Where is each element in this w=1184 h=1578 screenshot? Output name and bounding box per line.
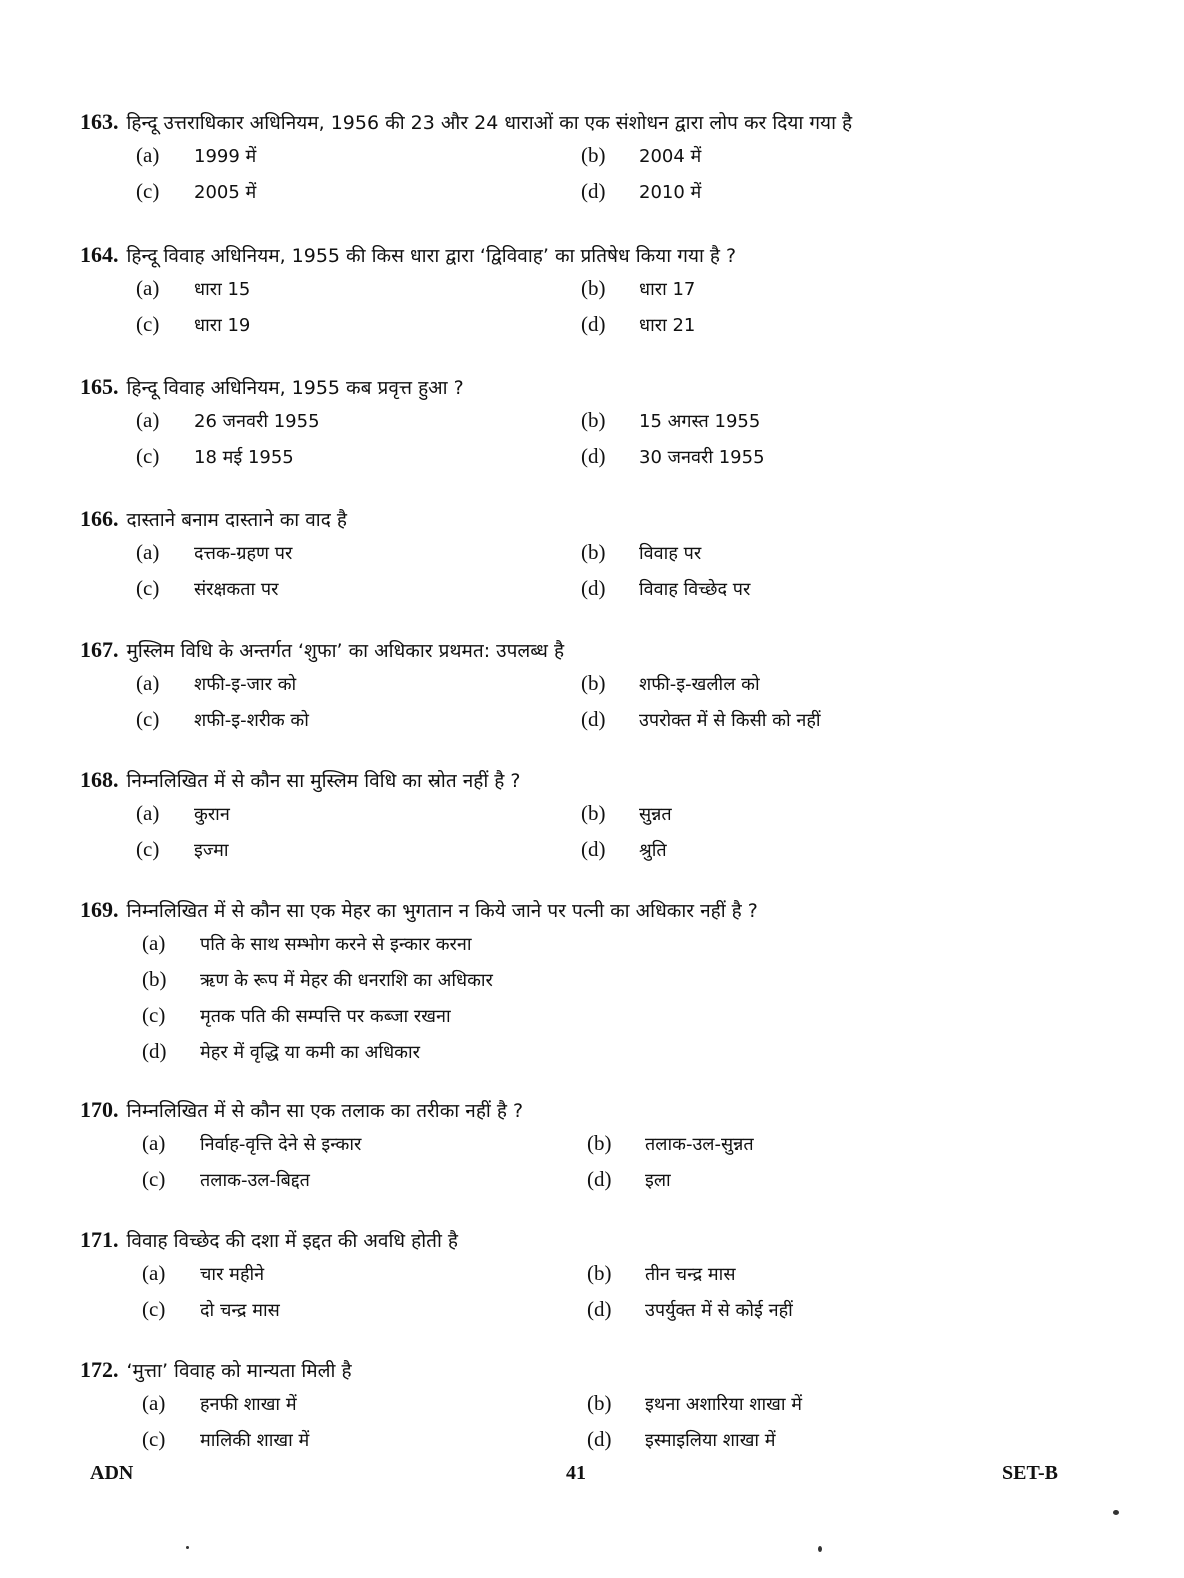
option-label: (c) [136,444,160,468]
question-164 [80,241,1080,340]
option-label: (d) [581,707,606,731]
option-label: (c) [142,1297,166,1321]
option-a [136,669,581,699]
option-c [136,177,581,207]
option-text: निर्वाह-वृत्ति देने से इन्कार [200,1134,362,1155]
option-text: मालिकी शाखा में [200,1430,310,1451]
option-text: दो चन्द्र मास [200,1300,280,1321]
option-label: (b) [581,540,606,564]
option-d [587,1165,987,1195]
option-b [581,274,981,304]
option-text: तलाक-उल-बिद्दत [200,1170,310,1191]
option-b [142,965,1080,995]
option-b [581,669,981,699]
question-number: 165. [80,374,119,399]
question-166 [80,505,1080,604]
question-165 [80,373,1080,472]
option-label: (b) [581,143,606,167]
option-a [136,406,581,436]
option-label: (c) [136,707,160,731]
option-label: (c) [142,1167,166,1191]
option-b [587,1129,987,1159]
option-d [581,310,981,340]
option-a [136,274,581,304]
option-label: (b) [587,1131,612,1155]
option-label: (c) [136,312,160,336]
option-label: (a) [136,671,160,695]
option-c [136,705,581,735]
option-label: (a) [136,143,160,167]
option-text: धारा 21 [639,315,696,336]
option-label: (b) [587,1261,612,1285]
option-text: मृतक पति की सम्पत्ति पर कब्जा रखना [200,1006,451,1027]
option-label: (a) [136,801,160,825]
question-number: 169. [80,897,119,922]
question-text: निम्नलिखित में से कौन सा मुस्लिम विधि का स्रोत नहीं है ? [126,770,521,792]
option-text: तीन चन्द्र मास [645,1264,736,1285]
option-label: (c) [136,179,160,203]
option-text: इज्मा [194,840,229,861]
option-text: चार महीने [200,1264,265,1285]
option-b [581,406,981,436]
question-number: 164. [80,242,119,267]
option-b [587,1259,987,1289]
option-d [581,574,981,604]
option-label: (b) [581,671,606,695]
option-text: संरक्षकता पर [194,579,279,600]
question-171 [80,1226,1080,1325]
option-label: (a) [136,540,160,564]
option-text: हनफी शाखा में [200,1394,297,1415]
question-number: 171. [80,1227,119,1252]
question-text: हिन्दू उत्तराधिकार अधिनियम, 1956 की 23 और 24 धाराओं का एक संशोधन द्वारा लोप कर दिया गया है [126,112,853,134]
option-label: (d) [581,312,606,336]
option-text: विवाह पर [639,543,702,564]
question-170 [80,1096,1080,1195]
option-a [142,929,1080,959]
question-number: 167. [80,637,119,662]
question-163 [80,108,1080,207]
option-text: इला [645,1170,671,1191]
option-b [587,1389,987,1419]
option-text: 2005 में [194,182,257,203]
option-text: धारा 15 [194,279,251,300]
option-text: शफी-इ-खलील को [639,674,760,695]
option-label: (d) [581,576,606,600]
option-b [581,538,981,568]
scan-speck [1113,1510,1119,1515]
question-text: ‘मुत्ता’ विवाह को मान्यता मिली है [126,1360,352,1382]
question-text: मुस्लिम विधि के अन्तर्गत ‘शुफा’ का अधिकार प्रथमत: उपलब्ध है [126,640,565,662]
option-label: (a) [142,931,166,955]
option-label: (b) [581,801,606,825]
option-b [581,799,981,829]
option-a [136,799,581,829]
question-number: 172. [80,1357,119,1382]
question-168 [80,766,1080,865]
option-text: शफी-इ-शरीक को [194,710,309,731]
option-text: 26 जनवरी 1955 [194,411,320,432]
question-number: 168. [80,767,119,792]
option-text: पति के साथ सम्भोग करने से इन्कार करना [200,934,472,955]
option-d [142,1037,1080,1067]
option-d [587,1425,987,1455]
option-c [142,1001,1080,1031]
scan-speck [186,1546,189,1549]
option-label: (a) [136,408,160,432]
option-text: मेहर में वृद्धि या कमी का अधिकार [200,1042,420,1063]
option-text: उपर्युक्त में से कोई नहीं [645,1300,793,1321]
option-d [587,1295,987,1325]
option-label: (a) [142,1131,166,1155]
option-a [142,1129,587,1159]
option-label: (b) [581,276,606,300]
option-d [581,177,981,207]
question-number: 170. [80,1097,119,1122]
option-text: 2004 में [639,146,702,167]
option-text: 1999 में [194,146,257,167]
page-number: 41 [566,1462,586,1484]
option-label: (a) [142,1261,166,1285]
question-text: विवाह विच्छेद की दशा में इद्दत की अवधि होती है [126,1230,459,1252]
option-text: सुन्नत [639,804,672,825]
option-d [581,835,981,865]
question-167 [80,636,1080,735]
option-text: इथना अशारिया शाखा में [645,1394,802,1415]
option-text: ऋण के रूप में मेहर की धनराशि का अधिकार [200,970,493,991]
question-text: निम्नलिखित में से कौन सा एक मेहर का भुगतान न किये जाने पर पत्नी का अधिकार नहीं है ? [126,900,758,922]
option-label: (d) [581,444,606,468]
option-text: इस्माइलिया शाखा में [645,1430,776,1451]
option-text: 15 अगस्त 1955 [639,411,761,432]
question-text: निम्नलिखित में से कौन सा एक तलाक का तरीका नहीं है ? [126,1100,524,1122]
option-text: 18 मई 1955 [194,447,294,468]
option-c [142,1165,587,1195]
option-label: (c) [136,837,160,861]
option-a [142,1389,587,1419]
footer-code: ADN [90,1462,134,1484]
option-a [142,1259,587,1289]
question-169 [80,896,1080,1067]
option-text: धारा 19 [194,315,251,336]
option-b [581,141,981,171]
option-text: कुरान [194,804,230,825]
option-text: श्रुति [639,840,667,861]
option-label: (d) [142,1039,167,1063]
option-label: (d) [587,1167,612,1191]
question-text: दास्ताने बनाम दास्ताने का वाद है [126,509,347,531]
question-text: हिन्दू विवाह अधिनियम, 1955 कब प्रवृत्त हुआ ? [126,377,464,399]
option-label: (b) [587,1391,612,1415]
question-number: 166. [80,506,119,531]
option-a [136,538,581,568]
option-label: (d) [587,1427,612,1451]
option-d [581,442,981,472]
option-label: (c) [142,1003,166,1027]
option-text: दत्तक-ग्रहण पर [194,543,293,564]
option-label: (d) [587,1297,612,1321]
option-d [581,705,981,735]
option-text: विवाह विच्छेद पर [639,579,751,600]
option-c [136,310,581,340]
scan-speck [818,1546,822,1552]
option-a [136,141,581,171]
option-c [136,574,581,604]
option-c [142,1425,587,1455]
question-number: 163. [80,109,119,134]
option-label: (a) [136,276,160,300]
option-label: (d) [581,179,606,203]
option-text: शफी-इ-जार को [194,674,297,695]
option-c [136,442,581,472]
option-label: (b) [142,967,167,991]
option-label: (b) [581,408,606,432]
option-label: (c) [136,576,160,600]
option-c [136,835,581,865]
option-c [142,1295,587,1325]
option-label: (a) [142,1391,166,1415]
question-text: हिन्दू विवाह अधिनियम, 1955 की किस धारा द्वारा ‘द्विविवाह’ का प्रतिषेध किया गया है ? [126,245,737,267]
option-text: 30 जनवरी 1955 [639,447,765,468]
option-text: उपरोक्त में से किसी को नहीं [639,710,821,731]
question-172 [80,1356,1080,1455]
set-label: SET-B [1002,1462,1058,1484]
option-label: (d) [581,837,606,861]
option-text: तलाक-उल-सुन्नत [645,1134,754,1155]
option-text: 2010 में [639,182,702,203]
option-text: धारा 17 [639,279,696,300]
option-label: (c) [142,1427,166,1451]
